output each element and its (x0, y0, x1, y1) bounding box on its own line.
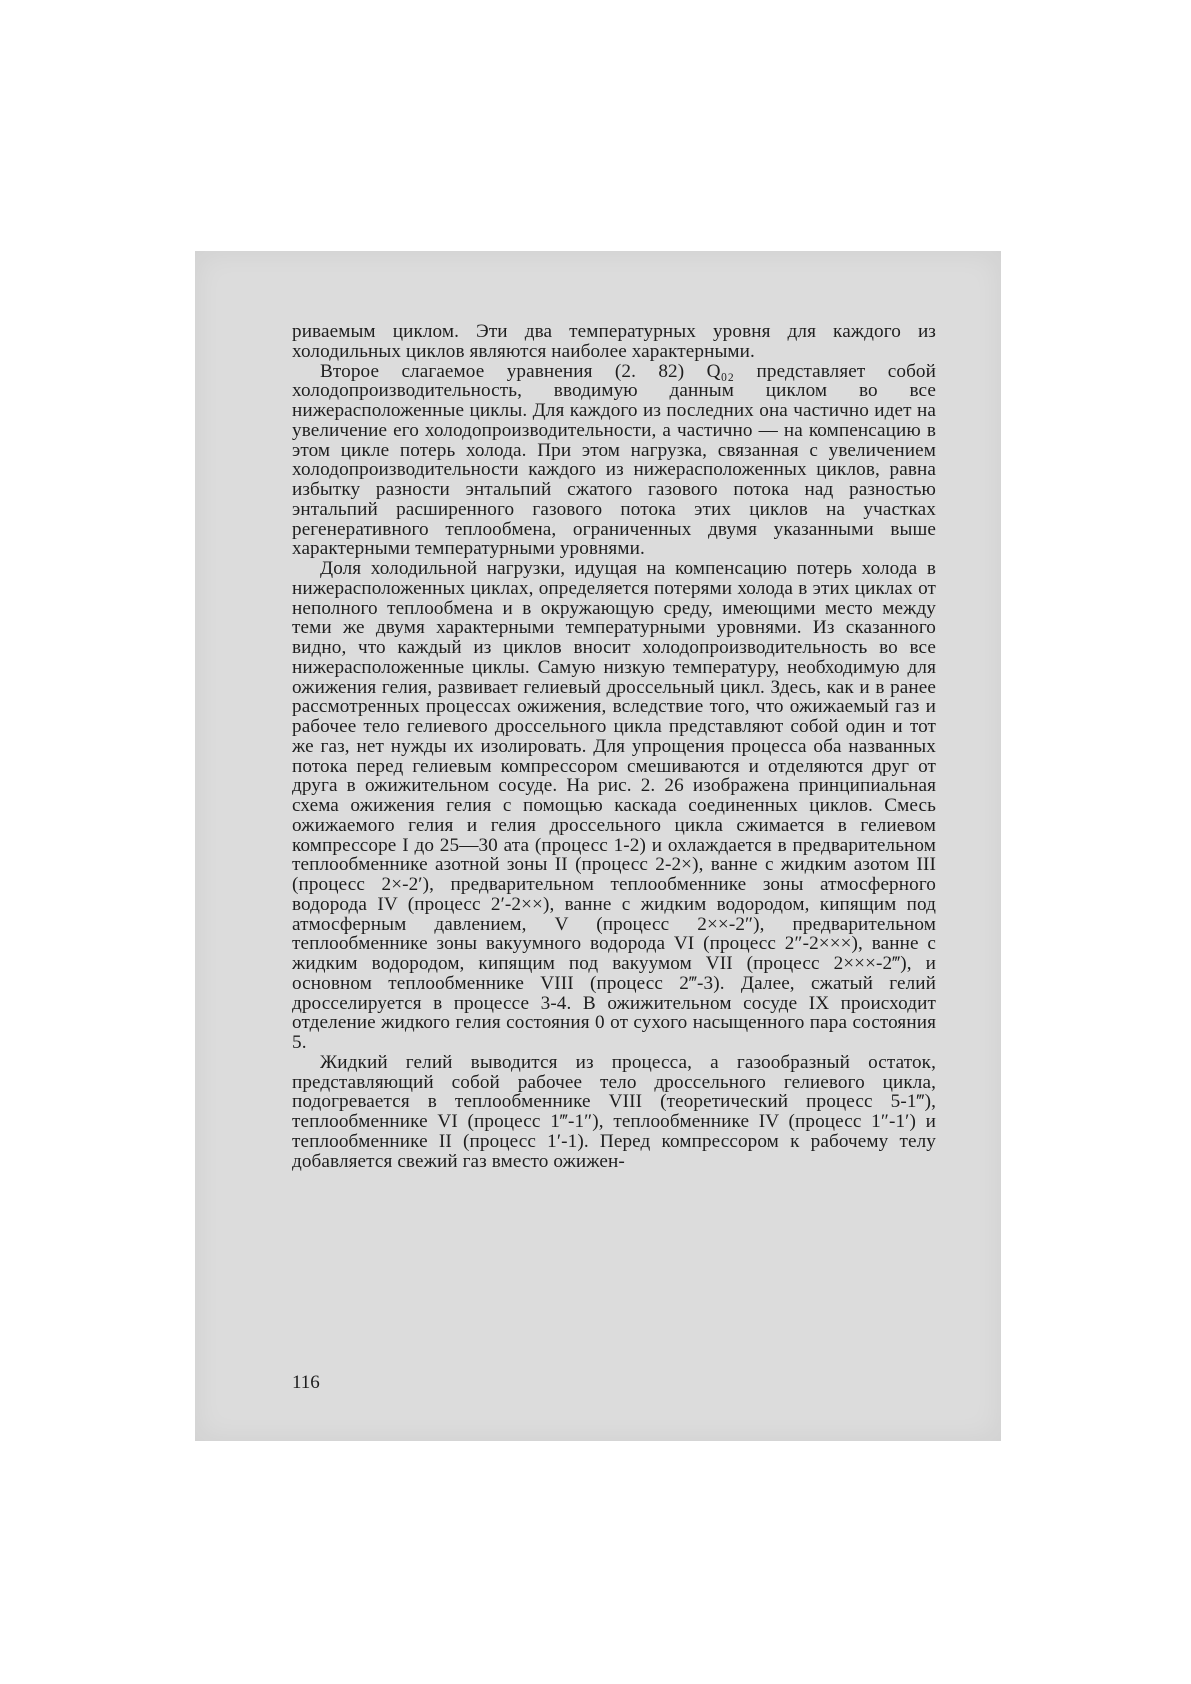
page-number: 116 (292, 1372, 320, 1393)
paragraph-4: Жидкий гелий выводится из процесса, а газообразный остаток, представляющий собой рабочее тело дроссельного гелиевого цикла, подогревается в теплообменнике VIII (теоретический процесс 5-1‴), теплообменнике VI (процесс 1‴-1″), теплообменнике IV (процесс 1″-1′) и теплообменнике II (процесс 1′-1). Перед компрессором к рабочему телу добавляется свежий газ вместо ожижен- (292, 1051, 936, 1172)
paragraph-3: Доля холодильной нагрузки, идущая на компенсацию потерь холода в нижерасположенных циклах, определяется потерями холода в этих циклах от неполного теплообмена и в окружающую среду, имеющими место между теми же двумя характерными температурными уровнями. Из сказанного видно, что каждый из циклов вносит холодопроизводительность во все нижерасположенные циклы. Самую низкую температуру, необходимую для ожижения гелия, развивает гелиевый дроссельный цикл. Здесь, как и в ранее рассмотренных процессах ожижения, вследствие того, что ожижаемый газ и рабочее тело гелиевого дроссельного цикла представляют собой один и тот же газ, нет нужды их изолировать. Для упрощения процесса оба названных потока перед гелиевым компрессором смешиваются и отделяются друг от друга в ожижительном сосуде. На рис. 2. 26 изображена принципиальная схема ожижения гелия с помощью каскада соединенных циклов. Смесь ожижаемого гелия и гелия дроссельного цикла сжимается в гелиевом компрессоре I до 25—30 ата (процесс 1-2) и охлаждается в предварительном теплообменнике азотной зоны II (процесс 2-2×), ванне с жидким азотом III (процесс 2×-2′), предварительном теплообменнике зоны атмосферного водорода IV (процесс 2′-2××), ванне с жидким водородом, кипящим под атмосферным давлением, V (процесс 2××-2″), предварительном теплообменнике зоны вакуумного водорода VI (процесс 2″-2×××), ванне с жидким водородом, кипящим под вакуумом VII (процесс 2×××-2‴), и основном теплообменнике VIII (процесс 2‴-3). Далее, сжатый гелий дросселируется в процессе 3-4. В ожижительном сосуде IX происходит отделение жидкого гелия состояния 0 от сухого насыщенного пара состояния 5. (292, 558, 936, 1053)
page-body (292, 322, 936, 1171)
paragraph-1: риваемым циклом. Эти два температурных уровня для каждого из холодильных циклов являются наиболее характерными. (292, 321, 936, 362)
paragraph-2: Второе слагаемое уравнения (2. 82) Q₀₂ представляет собой холодопроизводительность, вводимую данным циклом во все нижерасположенные циклы. Для каждого из последних она частично идет на увеличение его холодопроизводительности, а частично — на компенсацию в этом цикле потерь холода. При этом нагрузка, связанная с увеличением холодопроизводительности каждого из нижерасположенных циклов, равна избытку разности энтальпий сжатого газового потока над разностью энтальпий расширенного газового потока этих циклов на участках регенеративного теплообмена, ограниченных двумя указанными выше характерными температурными уровнями. (292, 360, 936, 560)
